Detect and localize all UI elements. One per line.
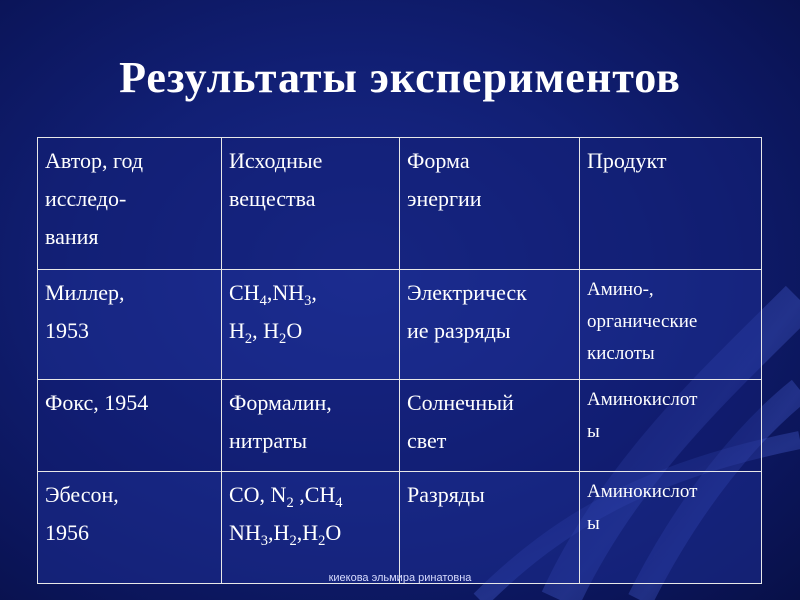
cell-text: Электрическ xyxy=(407,280,527,305)
cell-text: свет xyxy=(407,428,447,453)
header-text: Автор, год xyxy=(45,148,144,173)
header-text: Форма xyxy=(407,148,470,173)
formula-text: CO, $N_2$ $,CH_4$ xyxy=(229,482,343,512)
formula-subscript: 3 xyxy=(260,533,269,550)
cell-author xyxy=(38,472,222,584)
formula-text: $NH_3,H_2,H_2O$ xyxy=(229,520,342,550)
header-text: энергии xyxy=(407,186,482,211)
formula-text: $CH_4,NH_3$, xyxy=(229,280,317,310)
header-cell-energy xyxy=(400,138,580,270)
header-text: вещества xyxy=(229,186,316,211)
header-text: исследо- xyxy=(45,186,127,211)
table-row xyxy=(38,472,762,584)
cell-product xyxy=(580,270,762,380)
cell-energy xyxy=(400,380,580,472)
header-cell-product xyxy=(580,138,762,270)
cell-text: Миллер, xyxy=(45,280,125,305)
formula-subscript: 4 xyxy=(335,495,343,512)
results-table xyxy=(37,137,762,584)
cell-substances xyxy=(222,380,400,472)
cell-text: ие разряды xyxy=(407,318,511,343)
header-text: Продукт xyxy=(587,148,667,173)
table-header-row xyxy=(38,138,762,270)
cell-text: Амино-, xyxy=(587,279,654,300)
cell-text: органические xyxy=(587,311,698,332)
cell-text: ы xyxy=(587,513,600,534)
table-row xyxy=(38,380,762,472)
cell-text: кислоты xyxy=(587,343,655,364)
header-cell-substances xyxy=(222,138,400,270)
slide-title: Результаты экспериментов xyxy=(119,53,681,102)
cell-energy xyxy=(400,472,580,584)
cell-text: Разряды xyxy=(407,482,485,507)
header-text: вания xyxy=(45,224,99,249)
formula-subscript: 2 xyxy=(318,533,326,550)
cell-substances xyxy=(222,472,400,584)
cell-text: Фокс, 1954 xyxy=(45,390,149,415)
cell-text: 1956 xyxy=(45,520,89,545)
formula-subscript: 2 xyxy=(289,533,297,550)
cell-text: Формалин, xyxy=(229,390,332,415)
formula-subscript: 4 xyxy=(259,293,267,310)
cell-author xyxy=(38,270,222,380)
cell-product xyxy=(580,380,762,472)
cell-text: Солнечный xyxy=(407,390,514,415)
cell-author xyxy=(38,380,222,472)
cell-text: Аминокислот xyxy=(587,481,698,502)
cell-text: Эбесон, xyxy=(45,482,119,507)
header-text: Исходные xyxy=(229,148,323,173)
footer-author: киекова эльмира ринатовна xyxy=(328,572,472,584)
formula-subscript: 2 xyxy=(244,331,253,348)
cell-text: нитраты xyxy=(229,428,308,453)
cell-energy xyxy=(400,270,580,380)
formula-subscript: 2 xyxy=(279,331,287,348)
formula-subscript: 3 xyxy=(304,293,312,310)
formula-subscript: 2 xyxy=(286,495,294,512)
cell-text: 1953 xyxy=(45,318,89,343)
cell-substances xyxy=(222,270,400,380)
cell-product xyxy=(580,472,762,584)
cell-text: ы xyxy=(587,421,600,442)
cell-text: Аминокислот xyxy=(587,389,698,410)
table-row xyxy=(38,270,762,380)
header-cell-author xyxy=(38,138,222,270)
formula-text: $H_2$, $H_2O$ xyxy=(229,318,303,348)
